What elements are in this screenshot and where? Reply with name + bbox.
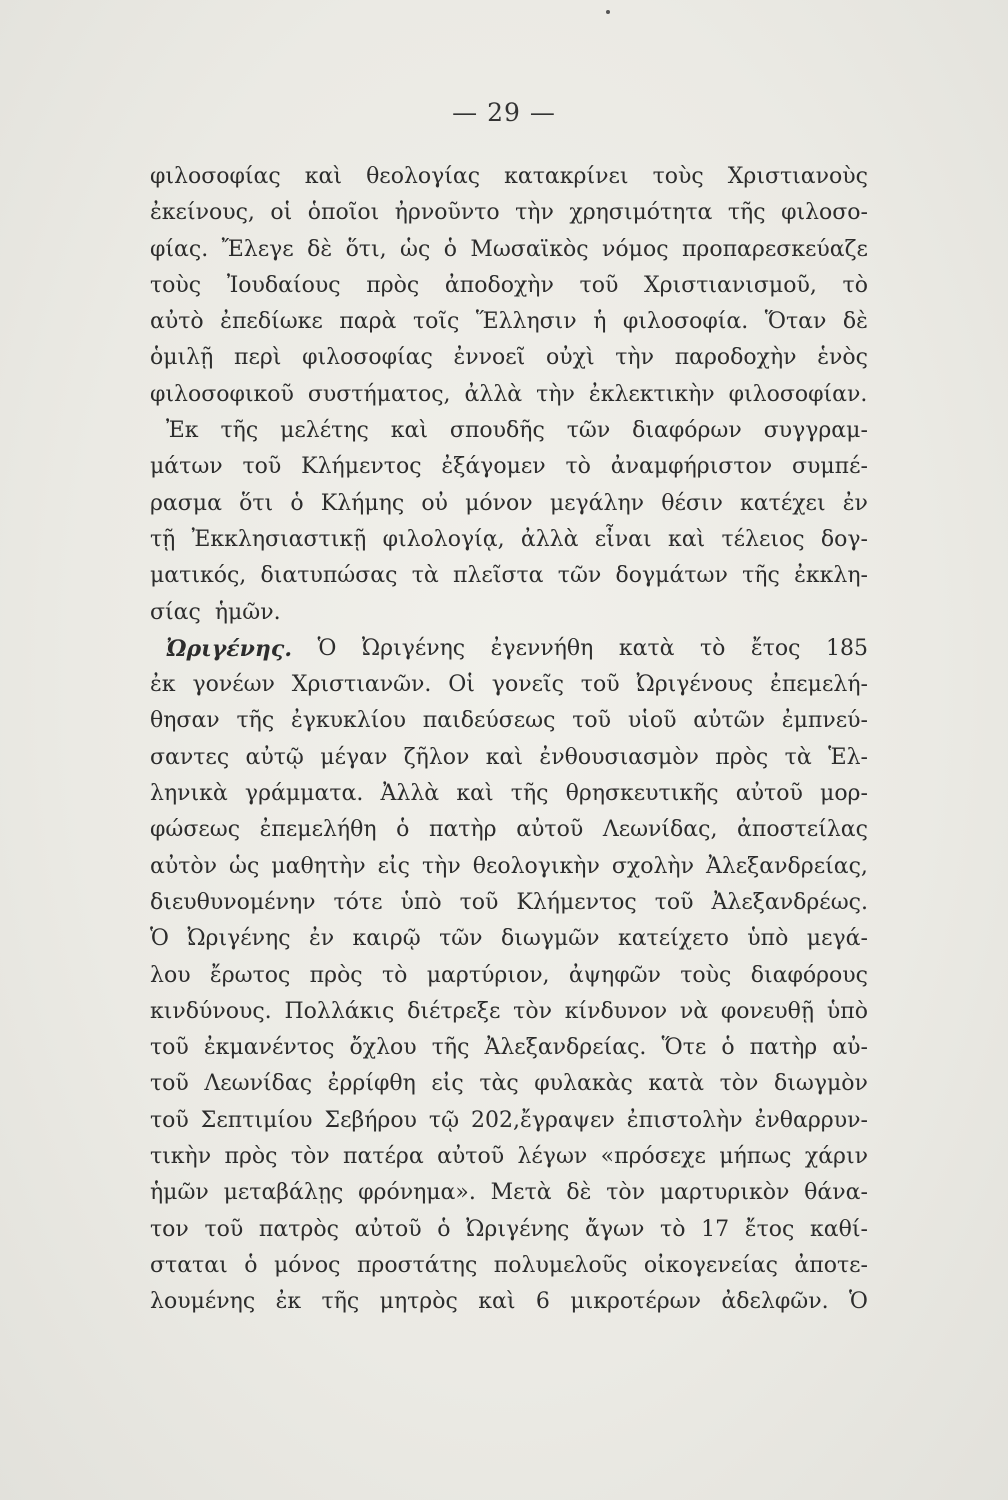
text-line xyxy=(150,921,868,957)
word: ἀψηφῶν xyxy=(568,962,661,988)
word: Ὅταν xyxy=(764,309,827,335)
word: ρασμα xyxy=(150,490,222,516)
word: φονευθῇ xyxy=(720,998,815,1024)
word: καιρῷ xyxy=(352,926,421,952)
word: 17 xyxy=(701,1216,730,1242)
text-line xyxy=(150,994,868,1030)
word: 6 xyxy=(535,1289,550,1315)
word: ἐγεννήθη xyxy=(490,635,594,661)
word: τον xyxy=(150,1216,189,1242)
word: πατέρα xyxy=(343,1144,424,1170)
word: τῷ xyxy=(428,1107,460,1133)
word: αὐτοῦ xyxy=(354,1216,422,1242)
word: ὑπὸ xyxy=(826,998,868,1024)
word: πρὸς xyxy=(309,962,363,988)
word: ληνικὰ xyxy=(150,781,228,807)
word: ἀδελφῶν. xyxy=(721,1289,829,1315)
word: αὐ- xyxy=(832,1035,868,1061)
word: τὴν xyxy=(421,853,461,879)
word: Οἱ xyxy=(448,672,475,698)
word: ἐκείνους, xyxy=(150,200,255,226)
word: τῆς xyxy=(321,1289,360,1315)
word: αὐτοῦ xyxy=(516,817,584,843)
text-line xyxy=(150,413,868,449)
word: Ἀλλὰ xyxy=(380,781,440,807)
word: Ὅτε xyxy=(661,1035,707,1061)
word: προστάτης xyxy=(356,1252,478,1278)
word: τοὺς xyxy=(652,164,704,189)
word: τοὺς xyxy=(150,272,202,298)
text-line xyxy=(150,486,868,522)
word: παρὰ xyxy=(339,309,397,335)
word: πρὸς xyxy=(715,744,769,770)
word: φιλολογίᾳ, xyxy=(382,526,505,552)
text-line xyxy=(150,377,868,413)
word: αὐτὸν xyxy=(150,853,218,879)
word: θάνα- xyxy=(804,1180,868,1206)
word: τικὴν xyxy=(150,1144,212,1170)
word: ἑνὸς xyxy=(817,345,868,371)
word: διέτρεξε xyxy=(407,998,501,1024)
word: Ἐκκλησιαστικῇ xyxy=(191,526,367,552)
word: τὸν xyxy=(719,1071,759,1097)
word: παιδεύσεως xyxy=(422,708,556,734)
word: τοῦ xyxy=(150,1071,189,1097)
word: ἀποστείλας xyxy=(737,817,868,843)
word: καὶ xyxy=(485,744,524,770)
text-line xyxy=(150,1248,868,1284)
word: ἐκμανέντος xyxy=(203,1035,335,1061)
word: Ὠριγένους xyxy=(636,672,754,698)
word: σπουδῆς xyxy=(449,418,545,444)
word: Ὁ xyxy=(848,1289,868,1315)
word: γράμματα. xyxy=(244,781,364,807)
word: τοῦ xyxy=(654,889,694,915)
word: τοῖς xyxy=(412,309,460,335)
word: καὶ xyxy=(456,781,494,807)
word: οὐχὶ xyxy=(546,345,595,371)
word: τὰς xyxy=(479,1071,519,1097)
word: Μετὰ xyxy=(490,1180,552,1206)
word: διαφόρους xyxy=(750,962,868,988)
word: ἐπεδίωκε xyxy=(220,309,323,335)
text-line xyxy=(150,812,868,848)
word: τῶν xyxy=(439,926,483,952)
word: 185 xyxy=(825,635,868,661)
word: ἐκ xyxy=(275,1289,302,1315)
word: Ἀλεξανδρείας, xyxy=(705,853,868,879)
word: συμπέ- xyxy=(791,454,868,480)
word: δὲ xyxy=(842,309,868,335)
text-line xyxy=(150,1212,868,1248)
word: χρησιμότητα xyxy=(569,200,713,226)
word: τὸ xyxy=(381,962,408,988)
word: ὅτι xyxy=(239,490,274,516)
word: θέσιν xyxy=(661,490,723,516)
word: φιλοσοφίαν. xyxy=(728,381,868,407)
word: Κλήμης xyxy=(320,490,405,516)
word: τὰ xyxy=(784,744,812,770)
text-line xyxy=(150,449,868,485)
word: Χριστιανοὺς xyxy=(727,164,868,189)
word: υἱοῦ xyxy=(627,708,677,734)
word: Ὁ xyxy=(317,635,337,661)
word: πατὴρ xyxy=(428,817,497,843)
word: κατέχει xyxy=(740,490,826,516)
word: «πρόσεχε xyxy=(600,1144,706,1170)
word: ἐπιστολὴν xyxy=(626,1107,743,1133)
word: συγγραμ- xyxy=(763,418,868,444)
word: Σεπτιμίου xyxy=(200,1107,313,1133)
word: ὡς xyxy=(229,853,260,879)
word: μέγαν xyxy=(320,744,388,770)
text-line xyxy=(150,522,868,558)
word: οἰκογενείας xyxy=(643,1252,778,1278)
word: καὶ xyxy=(478,1289,516,1315)
word: τὰ xyxy=(411,563,439,589)
word: μητρὸς xyxy=(379,1289,458,1315)
word: ὄχλου xyxy=(349,1035,417,1061)
word: κίνδυνον xyxy=(564,998,668,1024)
word: αὐτῶν xyxy=(693,708,765,734)
word: ἀναμφήριστον xyxy=(610,454,773,480)
section-heading: Ὠριγένης. xyxy=(166,635,292,662)
word: ζῆλον xyxy=(403,744,470,770)
word: δογμάτων xyxy=(615,563,728,589)
text-line xyxy=(150,268,868,304)
text-line xyxy=(150,304,868,340)
word: ὁ xyxy=(290,490,304,516)
word: τὸ xyxy=(565,454,591,480)
word: λου xyxy=(150,962,191,988)
word: θρησκευτικῆς xyxy=(565,781,719,807)
word: Ὠριγένης xyxy=(187,926,291,952)
text-line xyxy=(150,740,868,776)
word: παροδοχὴν xyxy=(674,345,797,371)
word: ἔτος xyxy=(744,1216,795,1242)
word: τῆς xyxy=(236,708,275,734)
word: Ὠριγένης xyxy=(361,635,466,661)
word: διευθυνομένην xyxy=(150,889,316,915)
word: μεγάλην xyxy=(549,490,645,516)
word: Μωσαϊκὸς xyxy=(470,236,589,262)
word: τοῦ xyxy=(242,454,282,480)
word: φυλακὰς xyxy=(534,1071,633,1097)
word: Λεωνίδας xyxy=(204,1071,313,1097)
word: περὶ xyxy=(233,345,282,371)
word: τῆς xyxy=(431,1035,470,1061)
word: τοῦ xyxy=(150,1107,189,1133)
word: Ἀλεξανδρείας. xyxy=(484,1035,647,1061)
word: τῆς xyxy=(727,200,766,226)
word: τότε xyxy=(333,889,383,915)
word: αὐτοῦ xyxy=(735,781,803,807)
text-line xyxy=(150,232,868,268)
word: μαθητὴν xyxy=(271,853,366,879)
text-line xyxy=(150,776,868,812)
word: καθί- xyxy=(809,1216,868,1242)
word: πρὸς xyxy=(224,1144,278,1170)
word: τὸ xyxy=(842,272,868,298)
word: πατρὸς xyxy=(258,1216,339,1242)
page-number: — 29 — xyxy=(452,98,556,127)
word: ἐπεμελήθη xyxy=(259,817,377,843)
text-line xyxy=(150,195,868,231)
word: συστήματος, xyxy=(307,381,451,407)
word: νόμος xyxy=(602,236,669,262)
word: διαφόρων xyxy=(632,418,742,444)
word: καὶ xyxy=(390,418,428,444)
word: μορ- xyxy=(820,781,868,807)
word: θησαν xyxy=(150,708,220,734)
word: φιλοσοφία. xyxy=(622,309,749,335)
word: κατὰ xyxy=(618,635,675,661)
word: οἱ xyxy=(270,200,293,226)
word: ἔτος xyxy=(750,635,801,661)
word: γονεῖς xyxy=(491,672,564,698)
word: κινδύνους. xyxy=(150,998,272,1024)
word: τὸν xyxy=(290,1144,330,1170)
word: τῶν xyxy=(566,418,611,444)
word: Χριστιανισμοῦ, xyxy=(644,272,817,298)
word: αὐτοῦ xyxy=(437,1144,505,1170)
word: φρόνημα». xyxy=(358,1180,476,1206)
word: μεταβάλῃς xyxy=(223,1180,344,1206)
word: ἐννοεῖ xyxy=(453,345,526,371)
word: τῆς xyxy=(510,781,549,807)
word: ἐν xyxy=(308,926,335,952)
word: φιλοσο- xyxy=(781,200,868,226)
text-line xyxy=(150,667,868,703)
text-line xyxy=(150,159,868,195)
word: τοῦ xyxy=(579,272,619,298)
word: ἔρωτος xyxy=(209,962,291,988)
word: λέγων xyxy=(517,1144,588,1170)
word: μόνον xyxy=(465,490,533,516)
word: τοῦ xyxy=(204,1216,244,1242)
word: ἀλλὰ xyxy=(520,526,579,552)
text-line xyxy=(150,1175,868,1211)
word: ματικός, xyxy=(150,563,247,589)
word: μόνος xyxy=(273,1252,341,1278)
word: ἠρνοῦντο xyxy=(394,200,500,226)
word: πρὸς xyxy=(366,272,420,298)
text-line xyxy=(150,703,868,739)
word: Ἐκ xyxy=(166,418,199,444)
word: ἐκκλη- xyxy=(794,563,868,589)
word: λουμένης xyxy=(150,1289,256,1315)
text-line xyxy=(150,595,868,631)
word: πατὴρ xyxy=(749,1035,818,1061)
word: Ὠριγένης xyxy=(466,1216,570,1242)
word: καὶ xyxy=(304,164,342,189)
word: ἐνθουσιασμὸν xyxy=(539,744,699,770)
word: κατακρίνει xyxy=(504,164,629,189)
word: φίας. xyxy=(150,236,209,262)
word: εἰς xyxy=(377,853,410,879)
word: μαρτύριον, xyxy=(426,962,550,988)
word: μεγά- xyxy=(806,926,868,952)
word: διωγμῶν xyxy=(500,926,600,952)
word: Ἀλεξανδρέως. xyxy=(711,889,868,915)
word: αὐτῷ xyxy=(245,744,304,770)
word: τὸ xyxy=(699,635,726,661)
text-line xyxy=(150,340,868,376)
word: ὁποῖοι xyxy=(307,200,380,226)
word: μαρτυρικὸν xyxy=(659,1180,790,1206)
text-line xyxy=(150,558,868,594)
word: αὐτὸ xyxy=(150,309,204,335)
word: εἶναι xyxy=(594,526,652,552)
word: Ἰουδαίους xyxy=(226,272,341,298)
word: ὁ xyxy=(437,1216,451,1242)
word: δὲ xyxy=(307,236,333,262)
text-line xyxy=(150,1066,868,1102)
word: Χριστιανῶν. xyxy=(291,672,432,698)
word: φώσεως xyxy=(150,817,241,843)
text-line xyxy=(150,1103,868,1139)
word: ὁ xyxy=(721,1035,735,1061)
word: ἀποτε- xyxy=(794,1252,868,1278)
word: μικροτέρων xyxy=(570,1289,701,1315)
text-line-with-heading xyxy=(150,631,868,667)
word: ἡμῶν. xyxy=(214,599,281,625)
word: φιλοσοφίας xyxy=(302,345,433,371)
ink-dot xyxy=(606,10,610,14)
word: τῆς xyxy=(742,563,780,589)
word: ἐκλεκτικὴν xyxy=(588,381,715,407)
word: ὁμιλῇ xyxy=(150,345,214,371)
word: Σεβήρου xyxy=(324,1107,417,1133)
word: θεολογικὴν xyxy=(472,853,600,879)
word: τέλειος xyxy=(721,526,805,552)
body-text xyxy=(150,159,868,1321)
word: τοῦ xyxy=(150,1035,189,1061)
word: τὸ xyxy=(660,1216,686,1242)
word: ἐγκυκλίου xyxy=(290,708,406,734)
word: προπαρεσκεύαζε xyxy=(681,236,868,262)
word: κατείχετο xyxy=(617,926,729,952)
word: ἀλλὰ xyxy=(464,381,523,407)
word: τῇ xyxy=(150,526,176,552)
word: γονέων xyxy=(192,672,275,698)
text-line xyxy=(150,1284,868,1320)
word: Ὁ xyxy=(150,926,169,952)
text-line xyxy=(150,1030,868,1066)
word: σχολὴν xyxy=(611,853,694,879)
word: ὅτι, xyxy=(345,236,387,262)
word: ἐκ xyxy=(150,672,176,698)
word: ὑπὸ xyxy=(747,926,789,952)
word: νὰ xyxy=(679,998,709,1024)
word: μελέτης xyxy=(280,418,369,444)
word: τῆς xyxy=(220,418,259,444)
word: πλεῖστα xyxy=(453,563,544,589)
word: 202,ἔγραψεν xyxy=(471,1107,615,1133)
word: δὲ xyxy=(566,1180,592,1206)
word: Κλήμεντος xyxy=(301,454,422,480)
word: σαντες xyxy=(150,744,230,770)
word: καὶ xyxy=(667,526,706,552)
word: θεολογίας xyxy=(366,164,481,189)
word: τὴν xyxy=(536,381,575,407)
word: Ἕλλησιν xyxy=(475,309,577,335)
word: ἐρρίφθη xyxy=(327,1071,416,1097)
word: Ἑλ- xyxy=(828,744,868,770)
word: διατυπώσας xyxy=(260,563,398,589)
word: Κλήμεντος xyxy=(516,889,637,915)
word: Λεωνίδας, xyxy=(602,817,718,843)
word: τοὺς xyxy=(680,962,732,988)
word: μάτων xyxy=(150,454,223,480)
word: τοῦ xyxy=(572,708,612,734)
word: ὁ xyxy=(244,1252,258,1278)
text-line xyxy=(150,1139,868,1175)
word: ἡμῶν xyxy=(150,1180,209,1206)
word: Πολλάκις xyxy=(284,998,395,1024)
word: εἰς xyxy=(431,1071,464,1097)
word: τὴν xyxy=(615,345,654,371)
word: δογ- xyxy=(820,526,868,552)
word: κατὰ xyxy=(648,1071,705,1097)
word: τῶν xyxy=(557,563,602,589)
word: ἐπεμελή- xyxy=(770,672,868,698)
word: πολυμελοῦς xyxy=(493,1252,628,1278)
word: τοῦ xyxy=(459,889,499,915)
word: ὁ xyxy=(396,817,410,843)
word: φιλοσοφίας xyxy=(150,164,281,189)
word: τὸν xyxy=(513,998,552,1024)
word: σταται xyxy=(150,1252,228,1278)
word: φιλοσοφικοῦ xyxy=(150,381,294,407)
word: ἐνθαρρυν- xyxy=(754,1107,868,1133)
word: ἀποδοχὴν xyxy=(444,272,554,298)
word: ἄγων xyxy=(585,1216,645,1242)
word: σίας xyxy=(150,599,201,625)
word: ἐξάγομεν xyxy=(441,454,546,480)
word: ὁ xyxy=(443,236,457,262)
word: Ἔλεγε xyxy=(221,236,294,262)
word: τὸν xyxy=(606,1180,646,1206)
word: τοῦ xyxy=(580,672,620,698)
word: ἐμπνεύ- xyxy=(781,708,868,734)
word: τὴν xyxy=(515,200,554,226)
word: διωγμὸν xyxy=(774,1071,868,1097)
word: ἐν xyxy=(842,490,868,516)
text-line xyxy=(150,849,868,885)
word: οὐ xyxy=(421,490,448,516)
word: ὑπὸ xyxy=(400,889,442,915)
word: ἡ xyxy=(593,309,607,335)
text-line xyxy=(150,885,868,921)
word: ὡς xyxy=(400,236,431,262)
word: μήπως xyxy=(719,1144,792,1170)
text-line xyxy=(150,958,868,994)
word: χάριν xyxy=(804,1144,868,1170)
